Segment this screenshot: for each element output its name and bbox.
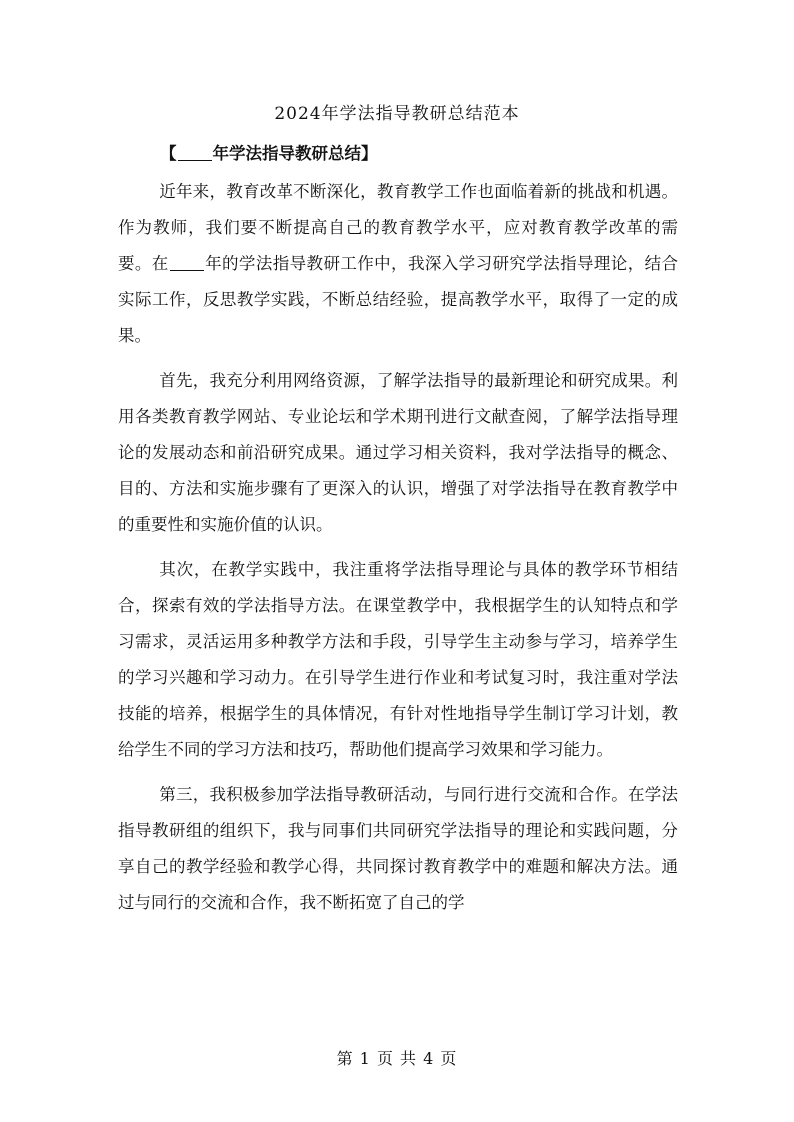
- paragraph-second: 其次，在教学实践中，我注重将学法指导理论与具体的教学环节相结合，探索有效的学法指导方法。在课堂教学中，我根据学生的认知特点和学习需求，灵活运用多种教学方法和手段，引导学生主动参与学习，培养学生的学习兴趣和学习动力。在引导学生进行作业和考试复习时，我注重对学法技能的培养，根据学生的具体情况，有针对性地指导学生制订学习计划，教给学生不同的学习方法和技巧，帮助他们提高学习效果和学习能力。: [118, 560, 678, 759]
- heading-open-bracket: 【: [160, 144, 177, 163]
- year-blank: [170, 269, 204, 271]
- paragraph-intro-part1: 近年来，教育改革不断深化，教育教学工作也面临着新的挑战和机遇。作为教师，我们要不断提高自己的教育教学水平，应对教育教学改革的需要。在: [118, 182, 678, 273]
- paragraph-third: 第三，我积极参加学法指导教研活动，与同行进行交流和合作。在学法指导教研组的组织下，我与同事们共同研究学法指导的理论和实践问题，分享自己的教学经验和教学心得，共同探讨教育教学中的难题和解决方法。通过与同行的交流和合作，我不断拓宽了自己的学: [118, 785, 678, 912]
- paragraph-intro-part2: 年的学法指导教研工作中，我深入学习研究学法指导理论，结合实际工作，反思教学实践，不断总结经验，提高教学水平，取得了一定的成果。: [118, 254, 679, 345]
- page-footer: 第 1 页 共 4 页: [336, 1049, 458, 1068]
- document-title: 2024年学法指导教研总结范本: [274, 104, 520, 124]
- heading-text: 年学法指导教研总结: [212, 144, 361, 163]
- section-heading: [160, 136, 678, 172]
- heading-close-bracket: 】: [361, 144, 378, 163]
- document-body: [118, 136, 678, 930]
- paragraph-intro: [118, 174, 678, 354]
- paragraph-first: 首先，我充分利用网络资源，了解学法指导的最新理论和研究成果。利用各类教育教学网站、专业论坛和学术期刊进行文献查阅，了解学法指导理论的发展动态和前沿研究成果。通过学习相关资料，我对学法指导的概念、目的、方法和实施步骤有了更深入的认识，增强了对学法指导在教育教学中的重要性和实施价值的认识。: [118, 371, 678, 534]
- year-blank: [178, 159, 212, 161]
